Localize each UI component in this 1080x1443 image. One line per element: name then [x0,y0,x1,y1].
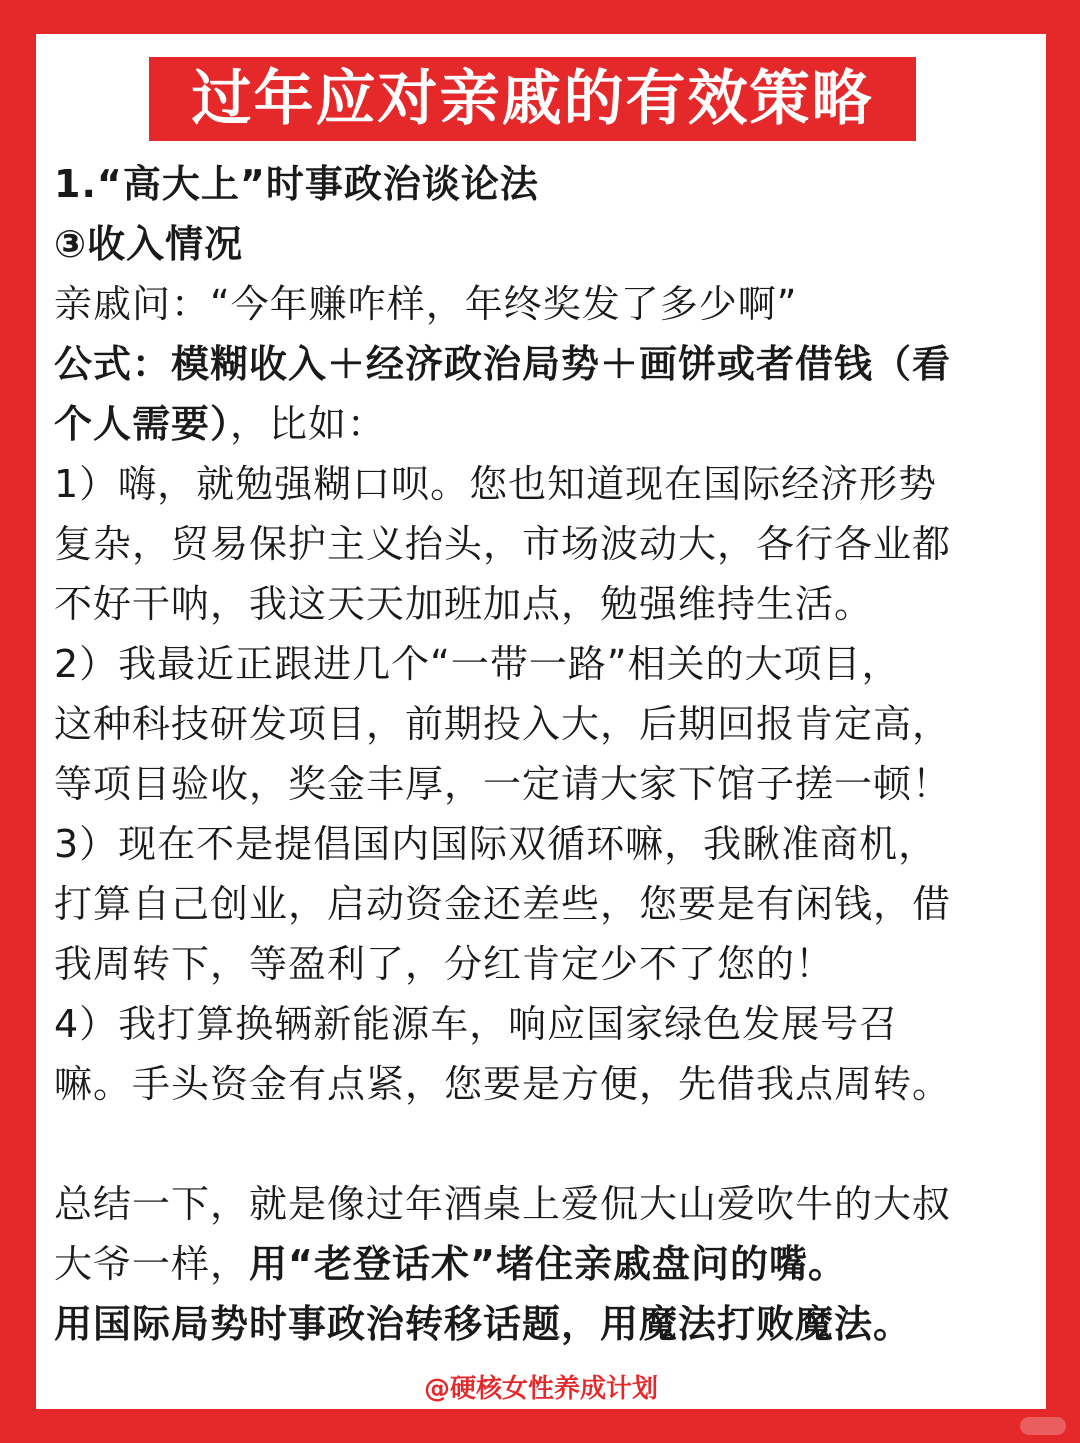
example-line: 我周转下，等盈利了，分红肯定少不了您的！ [54,942,835,986]
example-line: 2）我最近正跟进几个“一带一路”相关的大项目， [54,642,901,686]
formula-line-1: 公式：模糊收入＋经济政治局势＋画饼或者借钱（看 [54,342,952,386]
example-3 [54,814,1034,994]
example-line: 1）嗨，就勉强糊口呗。您也知道现在国际经济形势 [54,462,938,506]
example-line: 嘛。手头资金有点紧，您要是方便，先借我点周转。 [54,1062,952,1106]
platform-logo-icon [1020,1417,1066,1435]
example-line: 不好干呐，我这天天加班加点，勉强维持生活。 [54,582,874,626]
example-line: 4）我打算换辆新能源车，响应国家绿色发展号召 [54,1002,899,1046]
summary-line-2-bold: 用“老登话术”堵住亲戚盘问的嘴。 [249,1242,847,1286]
formula-line-2 [54,394,1034,454]
example-2 [54,634,1034,814]
poster-card [36,34,1046,1409]
formula-line-2-bold: 个人需要） [54,402,231,446]
subsection-heading: ③收入情况 [54,222,244,266]
summary-line-3: 用国际局势时事政治转移话题，用魔法打败魔法。 [54,1302,913,1346]
example-4 [54,994,1034,1114]
example-line: 打算自己创业，启动资金还差些，您要是有闲钱，借 [54,882,952,926]
page-title: 过年应对亲戚的有效策略 [149,57,916,141]
article-body [54,154,1034,1354]
spacer [54,1114,1034,1174]
section-heading: 1.“高大上”时事政治谈论法 [54,162,539,206]
summary-line-2-plain: 大爷一样， [54,1242,250,1286]
relative-question: 亲戚问：“今年赚咋样，年终奖发了多少啊” [54,282,798,326]
example-line: 复杂，贸易保护主义抬头，市场波动大，各行各业都 [54,522,952,566]
example-1 [54,454,1034,634]
example-line: 这种科技研发项目，前期投入大，后期回报肯定高， [54,702,952,746]
summary-line-2 [54,1234,1034,1294]
summary-line-1: 总结一下，就是像过年酒桌上爱侃大山爱吹牛的大叔 [54,1182,952,1226]
example-line: 等项目验收，奖金丰厚，一定请大家下馆子搓一顿！ [54,762,952,806]
author-watermark: @硬核女性养成计划 [423,1374,658,1404]
example-line: 3）现在不是提倡国内国际双循环嘛，我瞅准商机， [54,822,938,866]
formula-line-2-rest: ，比如： [230,402,387,446]
